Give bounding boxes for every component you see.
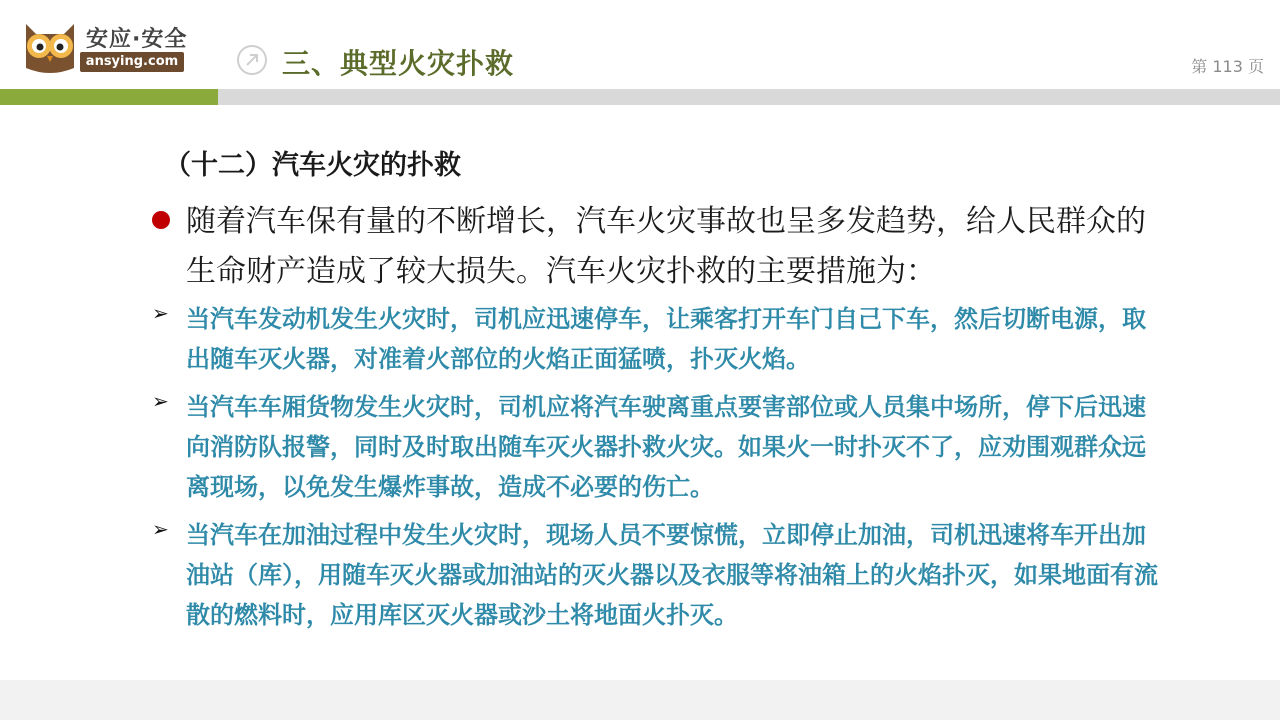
list-item	[152, 299, 1162, 379]
logo	[20, 18, 188, 76]
header-accent-bar	[0, 89, 218, 105]
slide-footer	[0, 680, 1280, 720]
logo-url: ansying.com	[80, 52, 184, 72]
header-divider-bar	[218, 89, 1280, 105]
page-number: 第 113 页	[1191, 57, 1264, 76]
list-item	[152, 387, 1162, 507]
main-bullet	[152, 197, 1162, 297]
slide-header	[0, 0, 1280, 90]
list-item-text: 当汽车发动机发生火灾时，司机应迅速停车，让乘客打开车门自己下车，然后切断电源，取出随车灭火器，对准着火部位的火焰正面猛喷，扑灭火焰。	[186, 305, 1146, 373]
main-bullet-text: 随着汽车保有量的不断增长，汽车火灾事故也呈多发趋势，给人民群众的生命财产造成了较大损失。汽车火灾扑救的主要措施为：	[186, 204, 1146, 289]
slide-subtitle: （十二）汽车火灾的扑救	[164, 150, 461, 181]
list-item-text: 当汽车车厢货物发生火灾时，司机应将汽车驶离重点要害部位或人员集中场所，停下后迅速向消防队报警，同时及时取出随车灭火器扑救火灾。如果火一时扑灭不了，应劝围观群众远离现场，以免发生爆炸事故，造成不必要的伤亡。	[186, 393, 1146, 501]
arrow-bullet-icon: ➢	[152, 517, 169, 541]
owl-icon	[20, 20, 80, 74]
slide-content	[0, 105, 1280, 680]
arrow-circle-icon	[236, 44, 268, 76]
arrow-bullet-icon: ➢	[152, 301, 169, 325]
list-item-text: 当汽车在加油过程中发生火灾时，现场人员不要惊慌，立即停止加油，司机迅速将车开出加油站（库），用随车灭火器或加油站的灭火器以及衣服等将油箱上的火焰扑灭，如果地面有流散的燃料时，应用库区灭火器或沙土将地面火扑灭。	[186, 521, 1158, 629]
logo-name: 安应·安全	[86, 27, 188, 52]
list-item	[152, 515, 1162, 635]
red-dot-icon	[152, 211, 170, 229]
section-title: 三、典型火灾扑救	[282, 47, 515, 80]
arrow-bullet-icon: ➢	[152, 389, 169, 413]
